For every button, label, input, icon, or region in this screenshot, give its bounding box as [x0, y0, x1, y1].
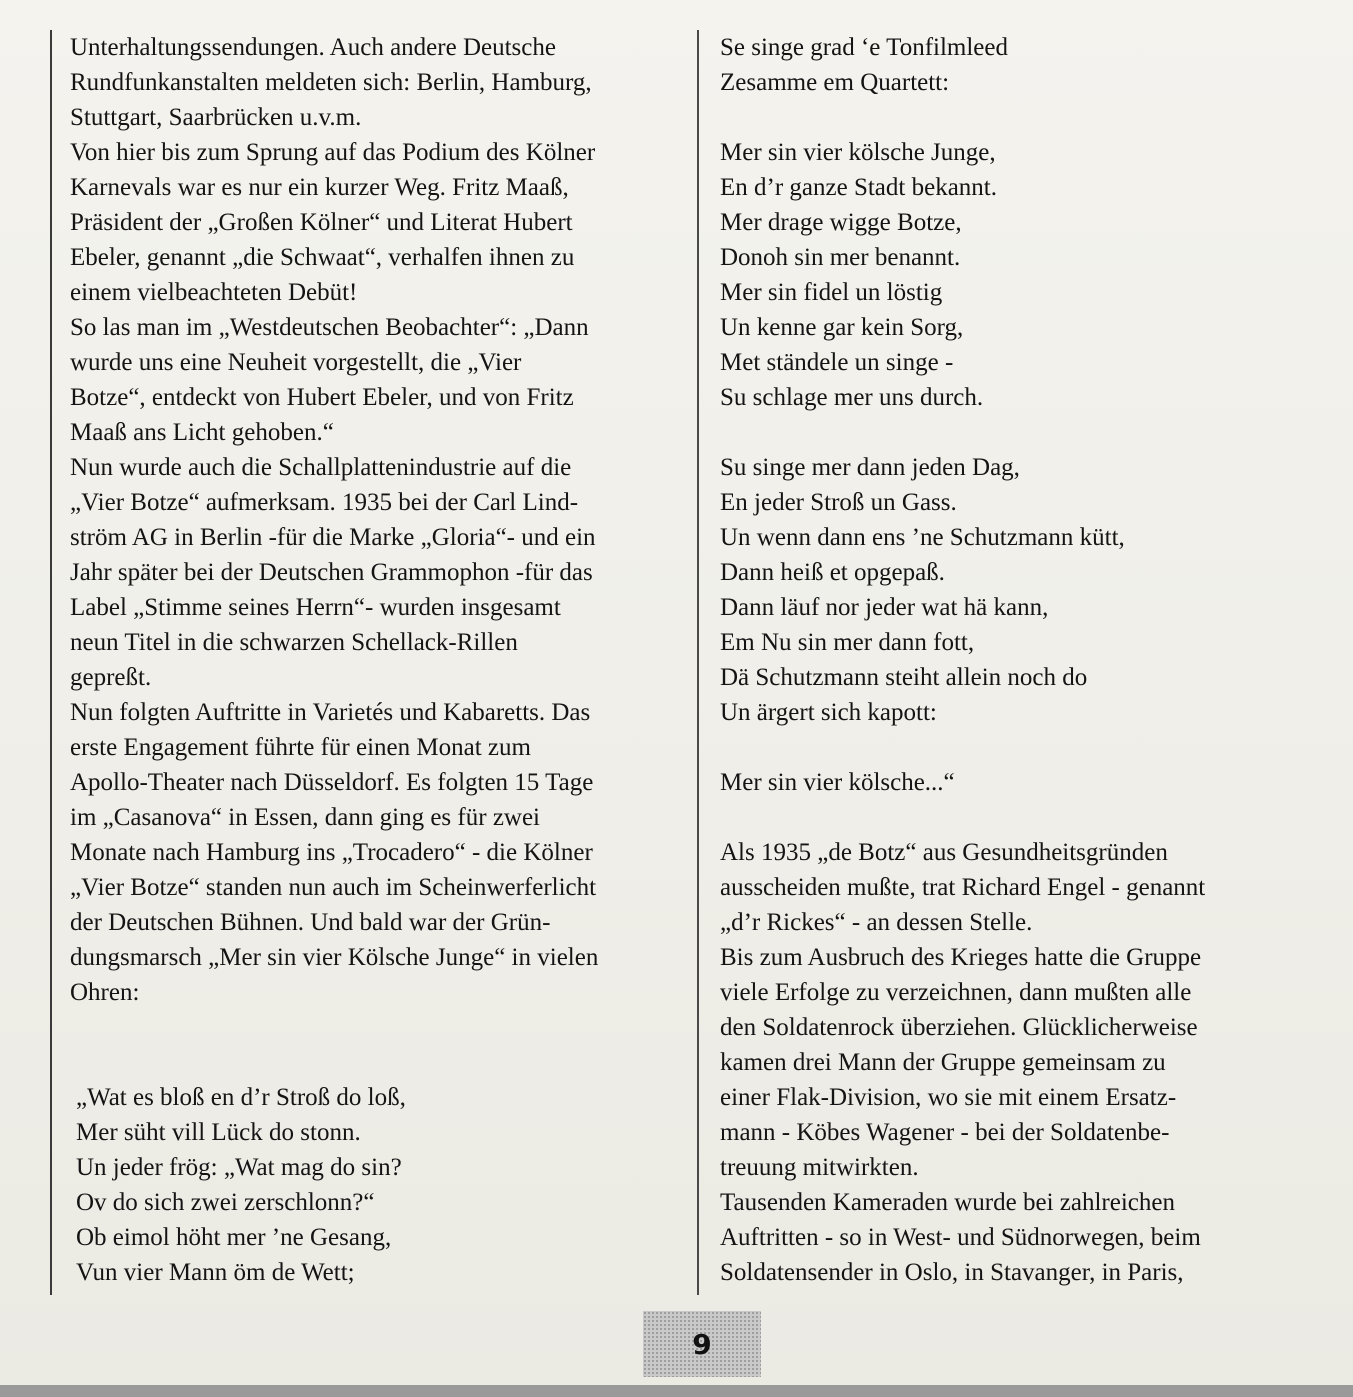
- text-line: Nun wurde auch die Schallplattenindustrie auf die: [70, 454, 572, 481]
- verse-line: Se singe grad ‘e Tonfilmleed: [720, 34, 1008, 61]
- right-verse-1: [720, 30, 1320, 100]
- text-line: ström AG in Berlin -für die Marke „Gloria“- und ein: [70, 524, 596, 551]
- text-line: Monate nach Hamburg ins „Trocadero“ - die Kölner: [70, 839, 593, 866]
- text-line: Auftritten - so in West- und Südnorwegen, beim: [720, 1224, 1201, 1251]
- text-line: Stuttgart, Saarbrücken u.v.m.: [70, 104, 362, 131]
- verse-line: En jeder Stroß un Gass.: [720, 489, 957, 516]
- verse-line: Mer drage wigge Botze,: [720, 209, 962, 236]
- verse-line: Donoh sin mer benannt.: [720, 244, 961, 271]
- text-line: Unterhaltungssendungen. Auch andere Deutsche: [70, 34, 556, 61]
- verse-line: Ob eimol höht mer ’ne Gesang,: [76, 1224, 392, 1251]
- verse-line: Mer sin vier kölsche...“: [720, 769, 955, 796]
- verse-line: Un ärgert sich kapott:: [720, 699, 937, 726]
- text-line: Apollo-Theater nach Düsseldorf. Es folgten 15 Tage: [70, 769, 594, 796]
- text-line: mann - Köbes Wagener - bei der Soldatenbe-: [720, 1119, 1170, 1146]
- left-column: [70, 30, 695, 1290]
- text-line: treuung mitwirkten.: [720, 1154, 919, 1181]
- text-line: den Soldatenrock überziehen. Glücklicherweise: [720, 1014, 1198, 1041]
- verse-line: Mer sin fidel un löstig: [720, 279, 943, 306]
- left-paragraph-1: [70, 30, 695, 135]
- verse-line: Mer sin vier kölsche Junge,: [720, 139, 996, 166]
- text-line: dungsmarsch „Mer sin vier Kölsche Junge“ in vielen: [70, 944, 599, 971]
- text-line: neun Titel in die schwarzen Schellack-Rillen: [70, 629, 518, 656]
- right-paragraph-3: [720, 1185, 1320, 1290]
- page-number-box: [643, 1311, 761, 1377]
- text-line: „Vier Botze“ aufmerksam. 1935 bei der Carl Lind-: [70, 489, 579, 516]
- text-line: wurde uns eine Neuheit vorgestellt, die „Vier: [70, 349, 522, 376]
- right-verse-4: [720, 765, 1320, 800]
- text-line: „d’r Rickes“ - an dessen Stelle.: [720, 909, 1033, 936]
- verse-line: Su singe mer dann jeden Dag,: [720, 454, 1020, 481]
- text-line: Karnevals war es nur ein kurzer Weg. Fritz Maaß,: [70, 174, 569, 201]
- text-line: Als 1935 „de Botz“ aus Gesundheitsgründen: [720, 839, 1168, 866]
- verse-line: Su schlage mer uns durch.: [720, 384, 984, 411]
- left-paragraph-4: [70, 450, 695, 695]
- text-line: einem vielbeachteten Debüt!: [70, 279, 358, 306]
- text-line: Nun folgten Auftritte in Varietés und Kabaretts. Das: [70, 699, 591, 726]
- spacer: [70, 1010, 695, 1045]
- right-verse-3: [720, 450, 1320, 730]
- text-line: Maaß ans Licht gehoben.“: [70, 419, 334, 446]
- verse-line: Dann läuf nor jeder wat hä kann,: [720, 594, 1049, 621]
- text-line: der Deutschen Bühnen. Und bald war der Grün-: [70, 909, 551, 936]
- verse-line: Ov do sich zwei zerschlonn?“: [76, 1189, 375, 1216]
- verse-line: Vun vier Mann öm de Wett;: [76, 1259, 355, 1286]
- verse-line: Un kenne gar kein Sorg,: [720, 314, 964, 341]
- verse-line: Met ständele un singe -: [720, 349, 954, 376]
- spacer: [70, 1045, 695, 1080]
- text-line: Ohren:: [70, 979, 140, 1006]
- text-line: kamen drei Mann der Gruppe gemeinsam zu: [720, 1049, 1166, 1076]
- column-divider: [697, 30, 699, 1295]
- text-line: viele Erfolge zu verzeichnen, dann mußten alle: [720, 979, 1192, 1006]
- verse-line: Un jeder frög: „Wat mag do sin?: [76, 1154, 402, 1181]
- left-binding-rule: [50, 30, 52, 1295]
- page-number: 9: [692, 1327, 712, 1361]
- spacer: [720, 730, 1320, 765]
- text-line: Rundfunkanstalten meldeten sich: Berlin, Hamburg,: [70, 69, 592, 96]
- text-line: Botze“, entdeckt von Hubert Ebeler, und von Fritz: [70, 384, 574, 411]
- left-paragraph-2: [70, 135, 695, 310]
- verse-line: Em Nu sin mer dann fott,: [720, 629, 975, 656]
- spacer: [720, 800, 1320, 835]
- verse-line: „Wat es bloß en d’r Stroß do loß,: [76, 1084, 406, 1111]
- spacer: [720, 100, 1320, 135]
- text-line: Von hier bis zum Sprung auf das Podium des Kölner: [70, 139, 596, 166]
- verse-line: Un wenn dann ens ’ne Schutzmann kütt,: [720, 524, 1125, 551]
- text-line: Label „Stimme seines Herrn“- wurden insgesamt: [70, 594, 561, 621]
- text-line: Ebeler, genannt „die Schwaat“, verhalfen ihnen zu: [70, 244, 575, 271]
- right-paragraph-2: [720, 940, 1320, 1185]
- left-paragraph-3: [70, 310, 695, 450]
- verse-line: Mer süht vill Lück do stonn.: [76, 1119, 361, 1146]
- verse-line: Dä Schutzmann steiht allein noch do: [720, 664, 1088, 691]
- right-column: [720, 30, 1320, 1290]
- left-paragraph-5: [70, 695, 695, 1010]
- spacer: [720, 415, 1320, 450]
- left-verse: [70, 1080, 695, 1290]
- text-line: Tausenden Kameraden wurde bei zahlreichen: [720, 1189, 1175, 1216]
- text-line: gepreßt.: [70, 664, 152, 691]
- text-line: ausscheiden mußte, trat Richard Engel - genannt: [720, 874, 1206, 901]
- text-line: erste Engagement führte für einen Monat zum: [70, 734, 531, 761]
- text-line: Präsident der „Großen Kölner“ und Literat Hubert: [70, 209, 573, 236]
- text-line: So las man im „Westdeutschen Beobachter“: „Dann: [70, 314, 589, 341]
- text-line: Bis zum Ausbruch des Krieges hatte die Gruppe: [720, 944, 1202, 971]
- verse-line: En d’r ganze Stadt bekannt.: [720, 174, 997, 201]
- verse-line: Dann heiß et opgepaß.: [720, 559, 945, 586]
- right-verse-2: [720, 135, 1320, 415]
- verse-line: Zesamme em Quartett:: [720, 69, 950, 96]
- text-line: „Vier Botze“ standen nun auch im Scheinwerferlicht: [70, 874, 597, 901]
- text-line: Soldatensender in Oslo, in Stavanger, in Paris,: [720, 1259, 1184, 1286]
- text-line: einer Flak-Division, wo sie mit einem Ersatz-: [720, 1084, 1177, 1111]
- text-line: Jahr später bei der Deutschen Grammophon -für das: [70, 559, 593, 586]
- right-paragraph-1: [720, 835, 1320, 940]
- bottom-scan-edge: [0, 1385, 1353, 1397]
- text-line: im „Casanova“ in Essen, dann ging es für zwei: [70, 804, 541, 831]
